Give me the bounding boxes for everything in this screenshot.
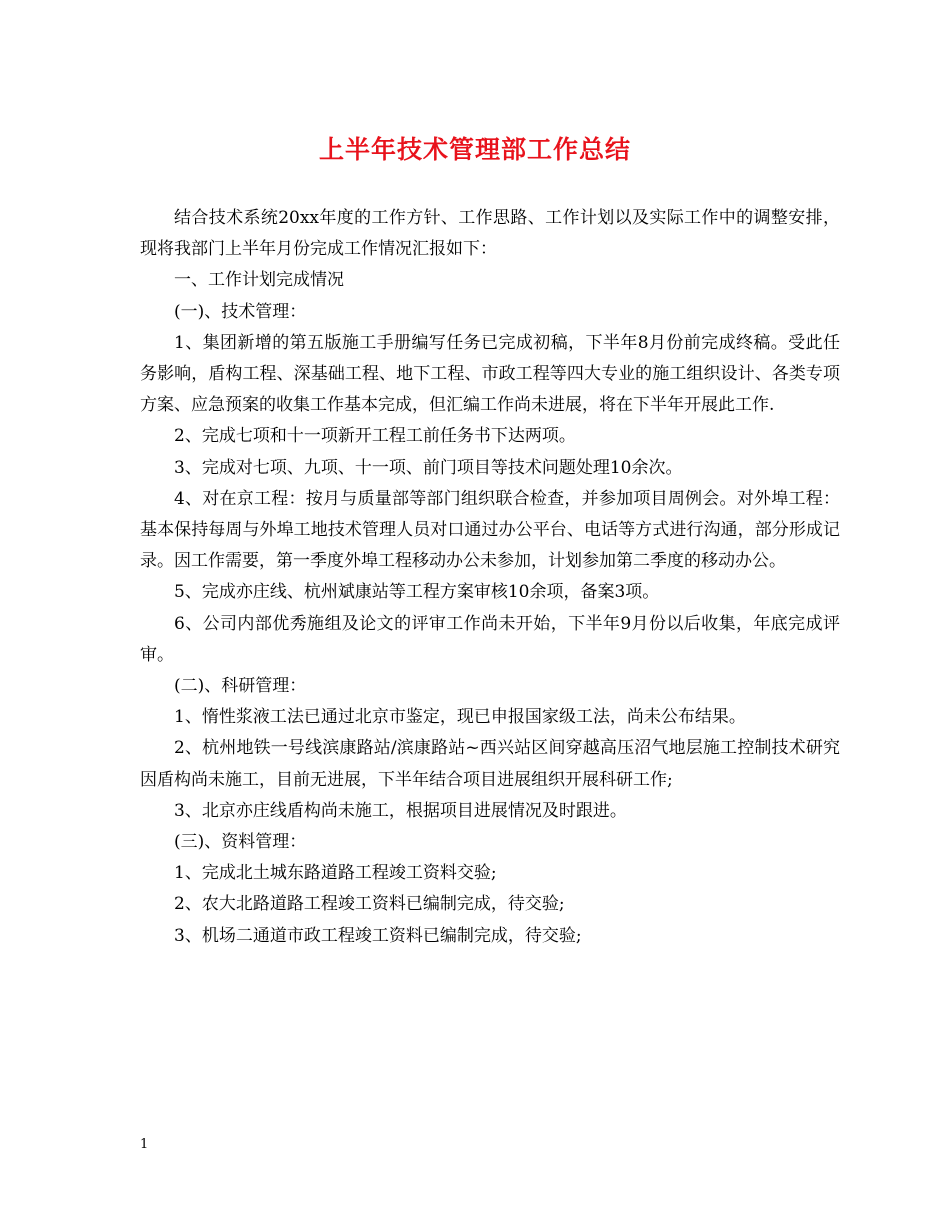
- paragraph-intro: 结合技术系统20xx年度的工作方针、工作思路、工作计划以及实际工作中的调整安排，现将我部门上半年月份完成工作情况汇报如下：: [140, 208, 840, 260]
- section-heading-1: 一、工作计划完成情况: [174, 270, 344, 291]
- paragraph-item: 1、完成北土城东路道路工程竣工资料交验;: [174, 863, 497, 884]
- subsection-heading-technical: (一)、技术管理：: [174, 301, 307, 322]
- paragraph-item: 2、杭州地铁一号线滨康路站/滨康路站~西兴站区间穿越高压沼气地层施工控制技术研究因盾构尚未施工，目前无进展，下半年结合项目进展组织开展科研工作;: [140, 738, 840, 790]
- paragraph-item: 3、机场二通道市政工程竣工资料已编制完成，待交验;: [174, 925, 582, 946]
- paragraph-item: 5、完成亦庄线、杭州斌康站等工程方案审核10余项，备案3项。: [174, 582, 660, 603]
- subsection-heading-documents: (三)、资料管理：: [174, 832, 307, 853]
- paragraph-item: 2、农大北路道路工程竣工资料已编制完成，待交验;: [174, 894, 565, 915]
- paragraph-item: 6、公司内部优秀施组及论文的评审工作尚未开始，下半年9月份以后收集，年底完成评审。: [140, 613, 840, 665]
- document-body: [140, 203, 840, 952]
- paragraph-item: 1、集团新增的第五版施工手册编写任务已完成初稿，下半年8月份前完成终稿。受此任务影响，盾构工程、深基础工程、地下工程、市政工程等四大专业的施工组织设计、各类专项方案、应急预案的收集工作基本完成，但汇编工作尚未进展，将在下半年开展此工作.: [140, 332, 840, 416]
- paragraph-item: 3、完成对七项、九项、十一项、前门项目等技术问题处理10余次。: [174, 457, 683, 478]
- page-number: 1: [140, 1137, 149, 1152]
- subsection-heading-research: (二)、科研管理：: [174, 676, 307, 697]
- paragraph-item: 4、对在京工程：按月与质量部等部门组织联合检查，并参加项目周例会。对外埠工程：基本保持每周与外埠工地技术管理人员对口通过办公平台、电话等方式进行沟通，部分形成记录。因工作需要，第一季度外埠工程移动办公未参加，计划参加第二季度的移动办公。: [140, 488, 840, 572]
- document-title: 上半年技术管理部工作总结: [318, 135, 631, 164]
- paragraph-item: 1、惰性浆液工法已通过北京市鉴定，现已申报国家级工法，尚未公布结果。: [174, 707, 746, 728]
- paragraph-item: 3、北京亦庄线盾构尚未施工，根据项目进展情况及时跟进。: [174, 800, 627, 821]
- paragraph-item: 2、完成七项和十一项新开工程工前任务书下达两项。: [174, 426, 576, 447]
